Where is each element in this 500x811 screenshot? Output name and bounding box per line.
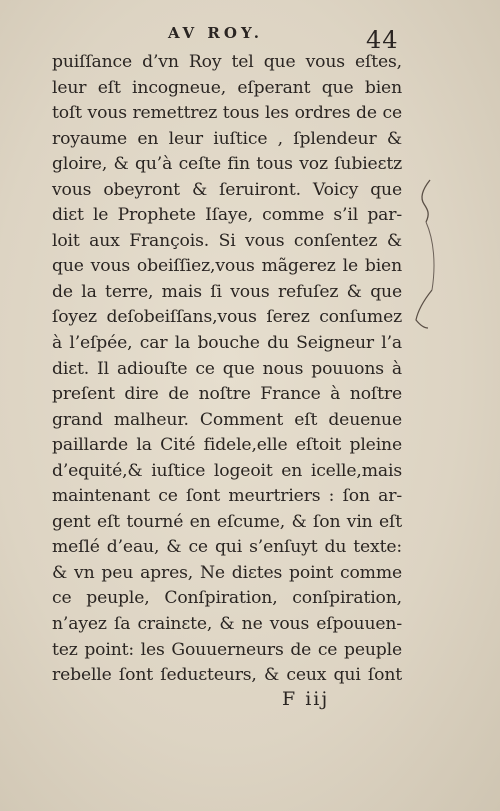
text-line: rebelle ſont ſeduɛteurs, & ceux qui ſont bbox=[52, 665, 402, 686]
text-line: ce peuple, Conſpiration, conſpiration, bbox=[52, 588, 402, 609]
text-line: royaume en leur iuſtice , ſplendeur & bbox=[52, 128, 402, 149]
running-head: AV ROY. bbox=[168, 24, 263, 42]
text-line: n’ayez ſa crainɛte, & ne vous eſpouuen- bbox=[52, 614, 402, 635]
text-line: & vn peu apres, Ne diɛtes point comme bbox=[52, 562, 402, 583]
text-line: que vous obeiſſiez,vous mãgerez le bien bbox=[52, 256, 402, 277]
text-line: ſoyez deſobeiſſans,vous ſerez conſumez bbox=[52, 307, 402, 328]
text-line: à l’eſpée, car la bouche du Seigneur l’a bbox=[52, 333, 402, 354]
text-line: maintenant ce ſont meurtriers : ſon ar- bbox=[52, 486, 402, 507]
text-line: paillarde la Cité fidele,elle eſtoit pleine bbox=[52, 435, 402, 456]
text-line: grand malheur. Comment eſt deuenue bbox=[52, 409, 402, 430]
text-line: puiſſance d’vn Roy tel que vous eſtes, bbox=[52, 52, 402, 72]
text-line: leur eſt incogneue, eſperant que bien bbox=[52, 77, 402, 98]
bracket-mark-icon bbox=[400, 170, 460, 340]
text-line: gent eſt tourné en eſcume, & ſon vin eſt bbox=[52, 511, 402, 532]
text-line: vous obeyront & ſeruiront. Voicy que bbox=[52, 179, 402, 200]
signature-mark: F iij bbox=[282, 688, 330, 710]
page-number: 44 bbox=[366, 26, 399, 54]
text-line: diɛt. Il adiouſte ce que nous pouuons à bbox=[52, 358, 402, 379]
margin-bracket-annotation bbox=[400, 170, 460, 340]
text-line: meſlé d’eau, & ce qui s’enſuyt du texte: bbox=[52, 537, 402, 558]
text-line: gloire, & qu’à ceſte fin tous voz ſubieɛtz bbox=[52, 154, 402, 175]
page-header bbox=[0, 22, 500, 54]
text-line: preſent dire de noſtre France à noſtre bbox=[52, 384, 402, 405]
text-line: d’equité,& iuſtice logeoit en icelle,mais bbox=[52, 460, 402, 481]
text-line: tez point: les Gouuerneurs de ce peuple bbox=[52, 639, 402, 660]
text-line: diɛt le Prophete Iſaye, comme s’il par- bbox=[52, 205, 402, 226]
text-line: toſt vous remettrez tous les ordres de ce bbox=[52, 103, 402, 124]
text-line: de la terre, mais ſi vous refuſez & que bbox=[52, 281, 402, 302]
text-line: loit aux François. Si vous conſentez & bbox=[52, 230, 402, 251]
body-text bbox=[52, 50, 402, 689]
